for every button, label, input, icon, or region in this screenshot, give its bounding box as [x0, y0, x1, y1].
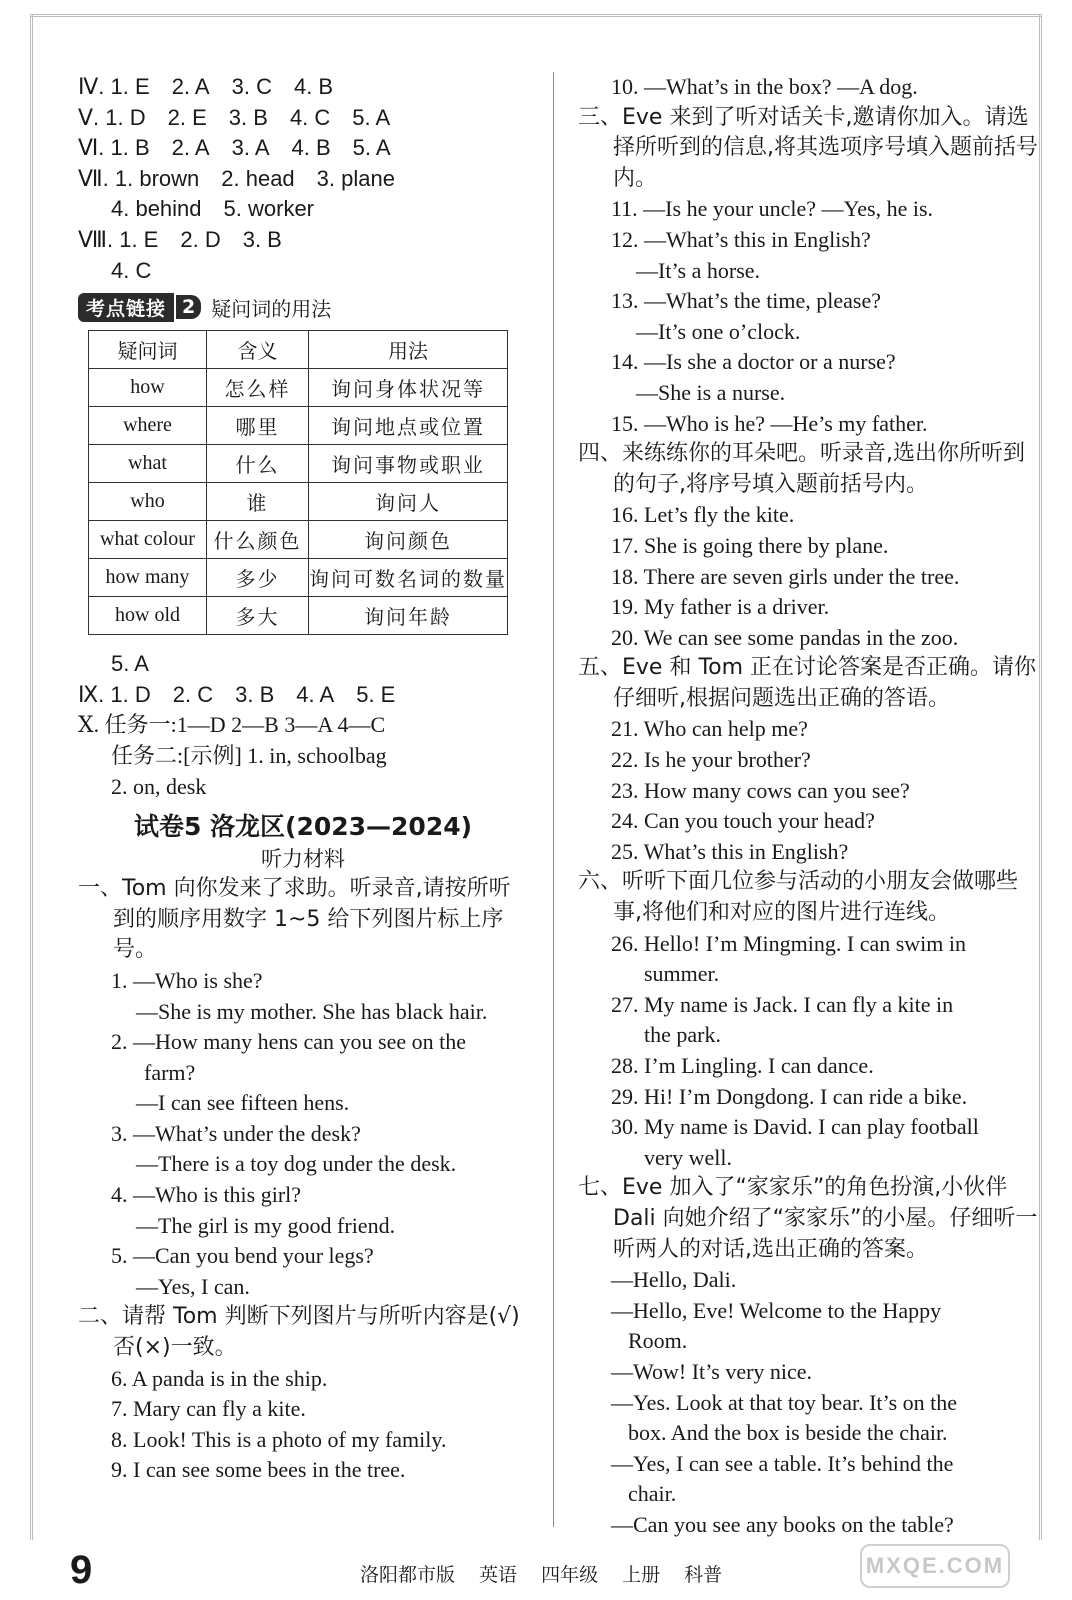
table-header: 疑问词: [89, 331, 207, 369]
table-row: [89, 597, 508, 635]
listening-line: 3. —What’s under the desk?: [111, 1120, 361, 1146]
column-divider: [553, 72, 554, 1527]
listening-line: farm?: [144, 1059, 196, 1085]
listening-line: 9. I can see some bees in the tree.: [111, 1457, 406, 1483]
listening-line: —It’s one o’clock.: [636, 318, 801, 344]
right-column: [578, 72, 1038, 1541]
table-row: [89, 369, 508, 407]
table-cell: 询问地点或位置: [309, 407, 508, 445]
page-frame-left: [30, 14, 50, 1540]
section-6-heading: 六、听听下面几位参与活动的小朋友会做哪些事,将他们和对应的图片进行连线。: [578, 869, 1019, 926]
listening-line: —There is a toy dog under the desk.: [136, 1151, 457, 1177]
table-header-row: [89, 331, 508, 369]
table-header: 用法: [309, 331, 508, 369]
knowledge-link-number: 2: [176, 295, 201, 319]
section-7-heading: 七、Eve 加入了“家家乐”的角色扮演,小伙伴 Dali 向她介绍了“家家乐”的小屋。仔细听一听两人的对话,选出正确的答案。: [578, 1175, 1038, 1262]
listening-line: 22. Is he your brother?: [611, 747, 811, 773]
listening-line: 12. —What’s this in English?: [611, 226, 871, 252]
dialogue-line: —Can you see any books on the table?: [611, 1511, 954, 1537]
table-cell: who: [89, 483, 207, 521]
listening-line: 11. —Is he your uncle? —Yes, he is.: [611, 196, 934, 222]
left-column: [78, 72, 528, 1486]
listening-line: 6. A panda is in the ship.: [111, 1365, 328, 1391]
answer-row-iv: Ⅳ. 1. E 2. A 3. C 4. B: [78, 74, 334, 99]
listening-line: —The girl is my good friend.: [136, 1212, 396, 1238]
listening-line: 15. —Who is he? —He’s my father.: [611, 410, 928, 436]
listening-line: very well.: [644, 1144, 732, 1170]
section-1-heading: 一、Tom 向你发来了求助。听录音,请按所听到的顺序用数字 1~5 给下列图片标上序号。: [78, 876, 511, 963]
table-header: 含义: [207, 331, 309, 369]
table-cell: 询问可数名词的数量: [309, 559, 508, 597]
listening-line: 8. Look! This is a photo of my family.: [111, 1426, 447, 1452]
listening-line: 4. —Who is this girl?: [111, 1182, 302, 1208]
dialogue-line: —Hello, Dali.: [611, 1267, 737, 1293]
listening-line: 30. My name is David. I can play football: [611, 1114, 979, 1140]
table-cell: 什么颜色: [207, 521, 309, 559]
table-cell: 询问颜色: [309, 521, 508, 559]
answer-row-x-task2: 任务二:[示例] 1. in, schoolbag: [111, 742, 387, 768]
listening-line: 19. My father is a driver.: [611, 594, 830, 620]
listening-line: summer.: [644, 961, 720, 987]
page-number: 9: [70, 1548, 93, 1592]
page-footer: [70, 1548, 1010, 1592]
table-cell: 什么: [207, 445, 309, 483]
listening-line: —Yes, I can.: [136, 1273, 250, 1299]
listening-line: —It’s a horse.: [636, 257, 761, 283]
listening-line: 7. Mary can fly a kite.: [111, 1396, 306, 1422]
section-3-heading: 三、Eve 来到了听对话关卡,邀请你加入。请选择所听到的信息,将其选项序号填入题前括号内。: [578, 104, 1038, 191]
table-row: [89, 559, 508, 597]
section-2-heading: 二、请帮 Tom 判断下列图片与所听内容是(√)否(×)一致。: [78, 1304, 520, 1361]
listening-line: 25. What’s this in English?: [611, 838, 849, 864]
answer-row-viii-cont: 4. C: [111, 257, 152, 283]
table-cell: 谁: [207, 483, 309, 521]
listening-line: 26. Hello! I’m Mingming. I can swim in: [611, 930, 967, 956]
watermark-logo: MXQE.COM: [860, 1544, 1010, 1588]
table-cell: 多少: [207, 559, 309, 597]
answer-row-x-task2-cont: 2. on, desk: [111, 773, 207, 799]
page-frame-top: [30, 14, 1042, 44]
table-cell: how: [89, 369, 207, 407]
dialogue-line: —Hello, Eve! Welcome to the Happy: [611, 1297, 942, 1323]
answer-row-v: Ⅴ. 1. D 2. E 3. B 4. C 5. A: [78, 104, 391, 130]
knowledge-link-title: 疑问词的用法: [211, 296, 332, 321]
table-row: [89, 407, 508, 445]
question-word-table: [88, 330, 508, 635]
listening-line: 23. How many cows can you see?: [611, 777, 910, 803]
listening-line: 14. —Is she a doctor or a nurse?: [611, 349, 896, 375]
knowledge-link-banner: [78, 292, 528, 322]
listening-line: 21. Who can help me?: [611, 716, 808, 742]
listening-line: 5. —Can you bend your legs?: [111, 1243, 374, 1269]
table-cell: what: [89, 445, 207, 483]
dialogue-line: chair.: [628, 1481, 677, 1507]
test-subtitle: 听力材料: [261, 847, 345, 872]
listening-line: 29. Hi! I’m Dongdong. I can ride a bike.: [611, 1083, 968, 1109]
listening-line: 27. My name is Jack. I can fly a kite in: [611, 991, 954, 1017]
answer-row-x-task1: Ⅹ. 任务一:1—D 2—B 3—A 4—C: [78, 712, 386, 738]
section-4-heading: 四、来练练你的耳朵吧。听录音,选出你所听到的句子,将序号填入题前括号内。: [578, 441, 1025, 497]
table-cell: 多大: [207, 597, 309, 635]
table-cell: 怎么样: [207, 369, 309, 407]
table-row: [89, 445, 508, 483]
table-cell: 询问身体状况等: [309, 369, 508, 407]
test-title: 试卷5 洛龙区(2023—2024): [133, 812, 473, 842]
answer-row-viii-5: 5. A: [111, 651, 149, 677]
table-row: [89, 521, 508, 559]
dialogue-line: —Wow! It’s very nice.: [611, 1358, 813, 1384]
table-cell: how many: [89, 559, 207, 597]
listening-line: 24. Can you touch your head?: [611, 808, 875, 834]
listening-line: 13. —What’s the time, please?: [611, 288, 882, 314]
answer-row-viii: Ⅷ. 1. E 2. D 3. B: [78, 226, 282, 252]
listening-line: 18. There are seven girls under the tree.: [611, 563, 960, 589]
table-cell: 询问年龄: [309, 597, 508, 635]
table-cell: how old: [89, 597, 207, 635]
listening-line: 16. Let’s fly the kite.: [611, 502, 795, 528]
listening-line: the park.: [644, 1022, 721, 1048]
listening-line: 17. She is going there by plane.: [611, 532, 889, 558]
answer-row-ix: Ⅸ. 1. D 2. C 3. B 4. A 5. E: [78, 681, 396, 707]
listening-line: 2. —How many hens can you see on the: [111, 1029, 466, 1055]
table-cell: 哪里: [207, 407, 309, 445]
dialogue-line: —Yes, I can see a table. It’s behind the: [611, 1450, 954, 1476]
listening-line: 28. I’m Lingling. I can dance.: [611, 1053, 874, 1078]
dialogue-line: box. And the box is beside the chair.: [628, 1420, 948, 1446]
listening-line: 10. —What’s in the box? —A dog.: [611, 74, 918, 99]
listening-line: 1. —Who is she?: [111, 967, 263, 993]
knowledge-link-tag: 考点链接: [78, 293, 174, 322]
footer-edition-text: 洛阳都市版 英语 四年级 上册 科普: [360, 1564, 723, 1586]
dialogue-line: —Yes. Look at that toy bear. It’s on the: [611, 1389, 958, 1415]
section-5-heading: 五、Eve 和 Tom 正在讨论答案是否正确。请你仔细听,根据问题选出正确的答语。: [578, 655, 1037, 711]
answer-row-vii: Ⅶ. 1. brown 2. head 3. plane: [78, 165, 395, 191]
table-cell: what colour: [89, 521, 207, 559]
table-cell: 询问事物或职业: [309, 445, 508, 483]
listening-line: —She is my mother. She has black hair.: [136, 998, 488, 1024]
listening-line: 20. We can see some pandas in the zoo.: [611, 624, 959, 650]
table-row: [89, 483, 508, 521]
listening-line: —She is a nurse.: [636, 379, 786, 405]
answer-row-vi: Ⅵ. 1. B 2. A 3. A 4. B 5. A: [78, 135, 391, 161]
table-cell: where: [89, 407, 207, 445]
answer-row-vii-cont: 4. behind 5. worker: [111, 196, 315, 222]
dialogue-line: Room.: [628, 1328, 688, 1354]
table-cell: 询问人: [309, 483, 508, 521]
listening-line: —I can see fifteen hens.: [136, 1090, 350, 1116]
